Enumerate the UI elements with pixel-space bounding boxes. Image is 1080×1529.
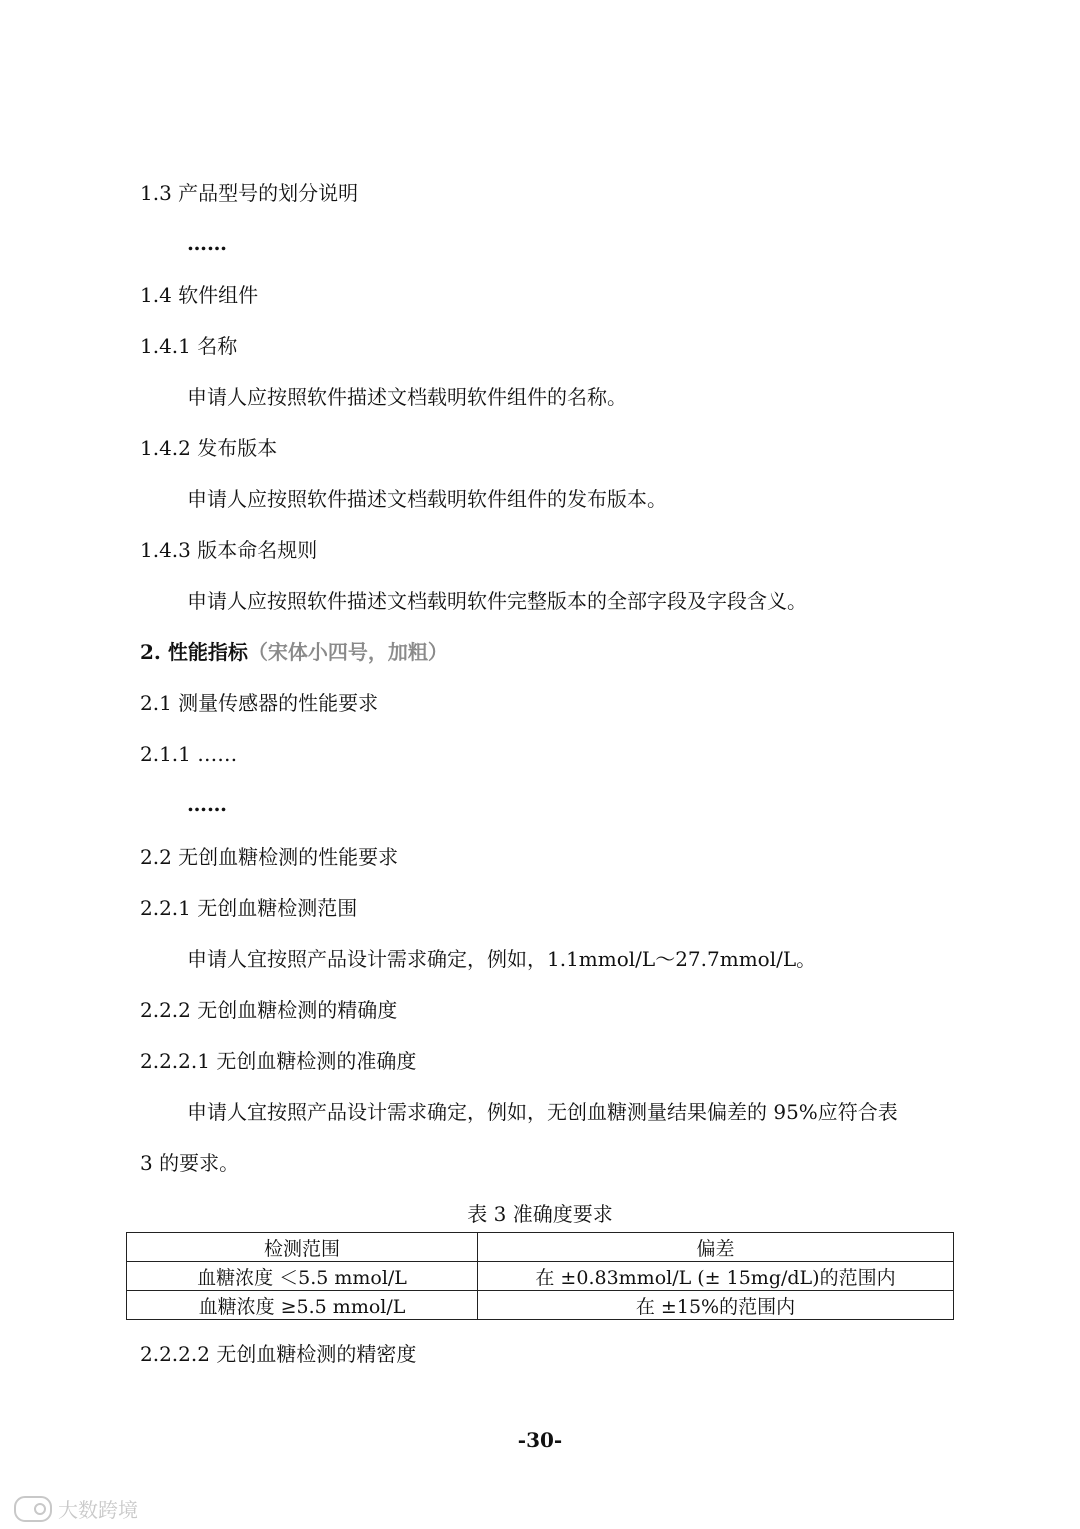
heading-2-1: 2.1 测量传感器的性能要求: [140, 691, 379, 715]
table-row: [127, 1291, 954, 1320]
table-header-row: [127, 1233, 954, 1262]
heading-1-4-2: 1.4.2 发布版本: [140, 436, 278, 460]
table-cell: 血糖浓度 ≥5.5 mmol/L: [127, 1291, 478, 1320]
column-header: 检测范围: [127, 1233, 478, 1262]
paragraph: 申请人宜按照产品设计需求确定，例如，无创血糖测量结果偏差的 95%应符合表: [187, 1100, 898, 1124]
page-number: -30-: [517, 1428, 563, 1452]
watermark-text: 大数跨境: [58, 1498, 138, 1522]
table-cell: 在 ±0.83mmol/L (± 15mg/dL)的范围内: [478, 1262, 954, 1291]
heading-2-title: 2. 性能指标: [140, 640, 248, 664]
heading-2-2: 2.2 无创血糖检测的性能要求: [140, 845, 399, 869]
format-note: （宋体小四号，加粗）: [247, 640, 448, 664]
heading-1-4-1: 1.4.1 名称: [140, 334, 238, 358]
column-header: 偏差: [478, 1233, 954, 1262]
paragraph: 申请人应按照软件描述文档载明软件组件的发布版本。: [187, 487, 667, 511]
table-caption: 表 3 准确度要求: [467, 1202, 613, 1226]
table-row: [127, 1262, 954, 1291]
paragraph: 申请人宜按照产品设计需求确定，例如，1.1mmol/L～27.7mmol/L。: [187, 947, 817, 971]
heading-2-2-2-2: 2.2.2.2 无创血糖检测的精密度: [140, 1342, 417, 1366]
heading-2-1-1: 2.1.1 ……: [140, 742, 238, 766]
accuracy-table: [126, 1232, 954, 1320]
table-cell: 血糖浓度 ＜5.5 mmol/L: [127, 1262, 478, 1291]
heading-2-2-2-1: 2.2.2.1 无创血糖检测的准确度: [140, 1049, 417, 1073]
heading-2-2-2: 2.2.2 无创血糖检测的精确度: [140, 998, 398, 1022]
heading-2: [140, 640, 448, 664]
chat-bubble-icon: [14, 1496, 52, 1522]
table-cell: 在 ±15%的范围内: [478, 1291, 954, 1320]
paragraph: 申请人应按照软件描述文档载明软件组件的名称。: [187, 385, 627, 409]
heading-1-4: 1.4 软件组件: [140, 283, 259, 307]
paragraph-continuation: 3 的要求。: [140, 1151, 240, 1175]
watermark: [14, 1494, 138, 1523]
paragraph: 申请人应按照软件描述文档载明软件完整版本的全部字段及字段含义。: [187, 589, 807, 613]
heading-1-4-3: 1.4.3 版本命名规则: [140, 538, 318, 562]
ellipsis: ……: [187, 792, 227, 816]
heading-1-3: 1.3 产品型号的划分说明: [140, 181, 359, 205]
ellipsis: ……: [187, 231, 227, 255]
heading-2-2-1: 2.2.1 无创血糖检测范围: [140, 896, 358, 920]
